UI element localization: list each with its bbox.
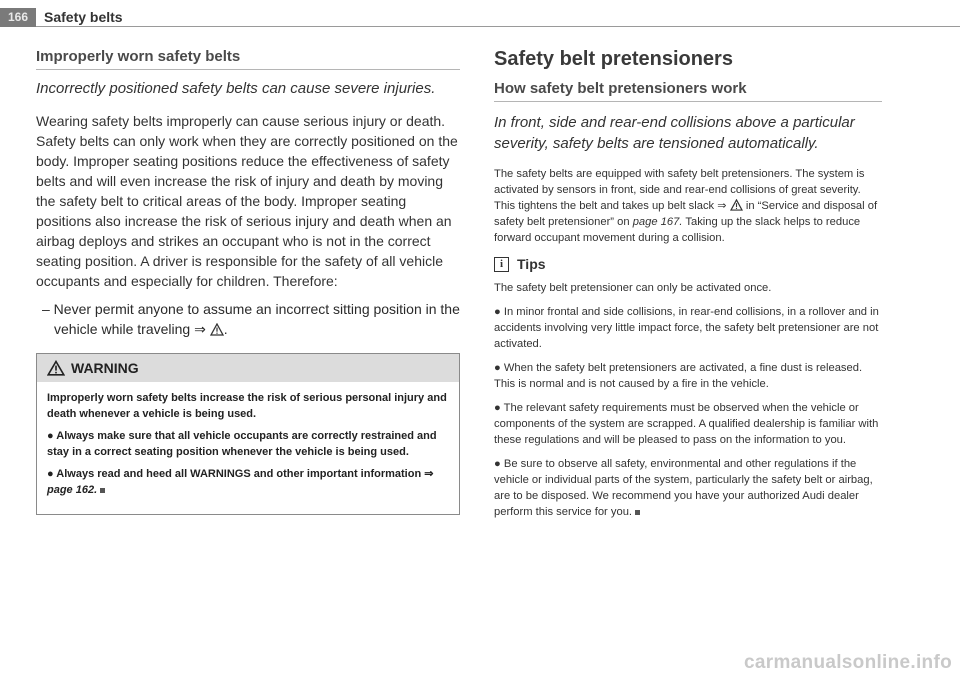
improper-belts-heading: Improperly worn safety belts [36, 48, 460, 70]
watermark: carmanualsonline.info [744, 652, 952, 673]
pretensioners-heading: Safety belt pretensioners [494, 48, 733, 70]
page-167-link[interactable]: page 167. [632, 216, 683, 228]
dash-instruction: – Never permit anyone to assume an incorrect sitting position in the vehicle while traveling ⇒ . [42, 301, 460, 337]
pretensioners-paragraph [494, 166, 882, 246]
end-mark [635, 510, 640, 515]
tip-4-text: ● Be sure to observe all safety, environmental and other regulations if the vehicle or individual parts of the system, particularly the safety belt or airbag, are to be disposed. We recommend you have your authorized Audi dealer perform this service for you. [494, 458, 873, 518]
improper-belts-intro: Incorrectly positioned safety belts can cause severe injuries. [36, 80, 436, 97]
improper-belts-paragraph: Wearing safety belts improperly can cause serious injury or death. Safety belts can only work when they are correctly positioned on the body. Improper seating positions reduce the effectiveness of safety belts and will even increase the risk of injury and death by moving the safety belt to critical areas of the body. Improper seating positions also increase the risk of serious injury and death when an airbag deploys and strikes an occupant who is not in the correct seating position. A driver is responsible for the safety of all vehicle occupants and especially for children. Therefore: [36, 113, 458, 289]
warning-bullet-2 [47, 466, 449, 498]
section-title: Safety belts [44, 9, 123, 25]
dash-instruction-text: – Never permit anyone to assume an incorrect sitting position in the vehicle while traveling ⇒ [42, 301, 460, 337]
warning-title: WARNING [71, 360, 139, 376]
warning-box [36, 353, 460, 515]
tip-3: ● The relevant safety requirements must be observed when the vehicle or components of the system are scrapped. A qualified dealership is familiar with these regulations and will be pleased to pass on the information to you. [494, 402, 879, 446]
para-part-b: in “Service and disposal of safety belt pretensioner” on [494, 200, 878, 228]
tips-header [494, 256, 882, 272]
warning-header [37, 354, 459, 382]
page-header [0, 0, 960, 30]
tips-title: Tips [517, 256, 546, 272]
pretensioners-intro: In front, side and rear-end collisions above a particular severity, safety belts are tensioned automatically. [494, 114, 855, 152]
para-part-c: Taking up the slack helps to reduce forward occupant movement during a collision. [494, 216, 861, 244]
warning-triangle-icon [47, 360, 65, 376]
header-rule [36, 26, 960, 27]
page-number: 166 [0, 8, 36, 27]
end-mark [100, 488, 105, 493]
warning-lead: Improperly worn safety belts increase the risk of serious personal injury and death whenever a vehicle is being used. [47, 392, 447, 420]
warning-triangle-icon [210, 323, 224, 336]
tip-0: The safety belt pretensioner can only be activated once. [494, 282, 772, 294]
warning-bullet-1: ● Always make sure that all vehicle occupants are correctly restrained and stay in a correct seating position whenever the vehicle is being used. [47, 430, 437, 458]
warning-bullet-2-text: ● Always read and heed all WARNINGS and other important information ⇒ [47, 468, 434, 480]
warning-body [37, 382, 459, 514]
page-162-link[interactable]: page 162. [47, 484, 98, 496]
tip-4 [494, 456, 882, 520]
left-column [36, 48, 460, 515]
info-icon: i [494, 257, 509, 272]
tip-1: ● In minor frontal and side collisions, in rear-end collisions, in a rollover and in accidents involving very little impact force, the safety belt pretensioner are not activated. [494, 306, 879, 350]
warning-triangle-icon [730, 199, 743, 211]
tip-2: ● When the safety belt pretensioners are activated, a fine dust is released. This is normal and is not caused by a fire in the vehicle. [494, 362, 863, 390]
para-part-a: The safety belts are equipped with safety belt pretensioners. The system is activated by sensors in front, side and rear-end collisions of great severity. This tightens the belt and takes up belt slack ⇒ [494, 168, 865, 212]
right-column [494, 48, 882, 528]
pretensioners-subheading: How safety belt pretensioners work [494, 80, 882, 102]
